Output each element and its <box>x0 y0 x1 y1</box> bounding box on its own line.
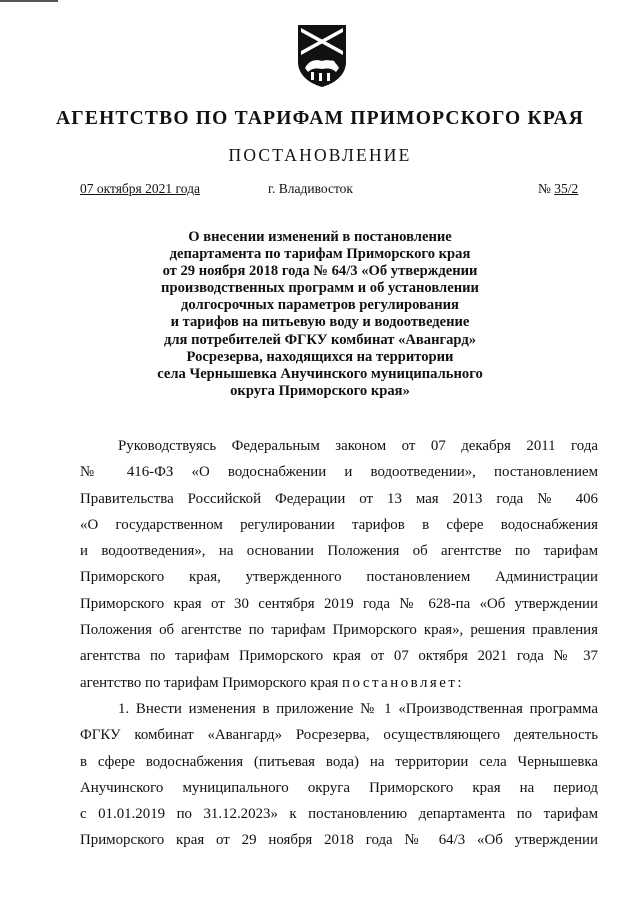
body-line: ФГКУ комбинат «Авангард» Росрезерва, осуществляющего деятельность <box>80 727 598 744</box>
subject-line: О внесении изменений в постановление <box>188 229 452 245</box>
body-line: агентства по тарифам Приморского края от 07 октября 2021 года № 37 <box>80 648 598 665</box>
subject-line: долгосрочных параметров регулирования <box>181 297 459 314</box>
subject-line: департамента по тарифам Приморского края <box>169 246 471 263</box>
body-line: и водоотведения», на основании Положения об агентстве по тарифам <box>80 543 598 560</box>
subject-line: Росрезерва, находящихся на территории <box>186 348 454 365</box>
subject-line: округа Приморского края» <box>230 382 410 399</box>
decree-word: постановляет: <box>342 674 465 691</box>
body-line: Приморского края, утвержденного постановлением Администрации <box>80 569 598 586</box>
body-line: с 01.01.2019 по 31.12.2023» к постановлению департамента по тарифам <box>80 806 598 823</box>
document-city: г. Владивосток <box>268 181 353 196</box>
decree-preamble: агентство по тарифам Приморского края <box>80 674 339 691</box>
subject-line: производственных программ и об установлении <box>161 280 479 297</box>
top-rule <box>0 0 58 2</box>
body-line: Приморского края от 30 сентября 2019 года № 628-па «Об утверждении <box>80 595 598 612</box>
body-line: Руководствуясь Федеральным законом от 07 декабря 2011 года <box>118 438 598 454</box>
subject-line: от 29 ноября 2018 года № 64/3 «Об утверждении <box>162 263 478 280</box>
body-line: Правительства Российской Федерации от 13 мая 2013 года № 406 <box>80 490 598 507</box>
subject-line: и тарифов на питьевую воду и водоотведение <box>170 314 470 331</box>
document-date: 07 октября 2021 года <box>80 181 200 196</box>
agency-title: АГЕНТСТВО ПО ТАРИФАМ ПРИМОРСКОГО КРАЯ <box>55 108 585 129</box>
document-subject <box>0 229 640 400</box>
body-line: № 416-ФЗ «О водоснабжении и водоотведении», постановлением <box>80 464 598 481</box>
body-line: «О государственном регулировании тарифов в сфере водоснабжения <box>80 516 598 533</box>
document-number: № 35/2 <box>538 181 579 196</box>
coat-of-arms-icon <box>297 24 347 88</box>
body-line: Приморского края от 29 ноября 2018 года № 64/3 «Об утверждении <box>80 832 598 849</box>
document-number-value: 35/2 <box>554 181 579 196</box>
document-type: ПОСТАНОВЛЕНИЕ <box>228 145 412 165</box>
document-body <box>80 433 598 854</box>
body-line: 1. Внести изменения в приложение № 1 «Производственная программа <box>118 700 598 717</box>
body-line: Анучинского муниципального округа Приморского края на период <box>80 779 598 796</box>
subject-line: для потребителей ФГКУ комбинат «Авангард» <box>163 331 477 348</box>
body-line-decree <box>80 670 598 696</box>
body-line: в сфере водоснабжения (питьевая вода) на территории села Чернышевка <box>80 753 598 770</box>
subject-line: села Чернышевка Анучинского муниципального <box>157 365 483 382</box>
body-line: Положения об агентстве по тарифам Приморского края», решения правления <box>80 622 598 639</box>
